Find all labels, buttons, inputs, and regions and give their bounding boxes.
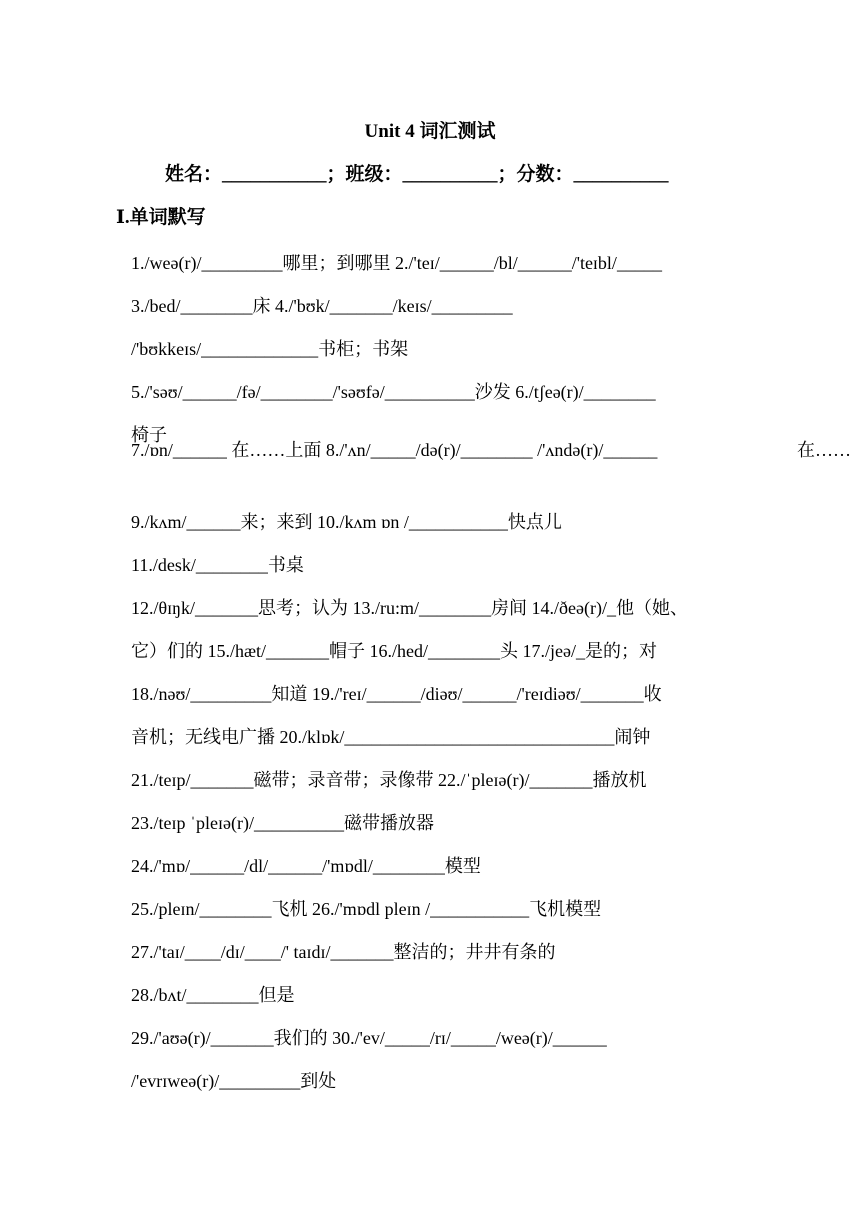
exercise-line: 椅子 [131,425,167,445]
exercise-line: 21./teɪp/_______磁带；录音带；录像带 22./ˈpleɪə(r)/_______播放机 [131,770,647,790]
section-heading: Ⅰ.单词默写 [116,207,206,228]
exercise-line: 24./'mɒ/______/dl/______/'mɒdl/________模型 [131,856,481,876]
exercise-line: 27./'taɪ/____/dɪ/____/' taɪdɪ/_______整洁的；井井有条的 [131,942,556,962]
exercise-line: 7./ɒn/______ 在……上面 8./'ʌn/_____/də(r)/________ /'ʌndə(r)/______ [131,440,658,460]
exercise-line: 5./'səʊ/______/fə/________/'səʊfə/__________沙发 6./tʃeə(r)/________ [131,382,656,402]
exercise-line: 它）们的 15./hæt/_______帽子 16./hed/________头 17./jeə/_是的；对 [131,641,657,661]
exercise-line: /'evrɪweə(r)/_________到处 [131,1071,337,1091]
exercise-line: 1./weə(r)/_________哪里；到哪里 2./'teɪ/______/bl/______/'teɪbl/_____ [131,253,662,273]
exercise-line: 9./kʌm/______来；来到 10./kʌm ɒn /___________快点儿 [131,512,562,532]
student-info-line: 姓名：___________；班级：__________；分数：__________ [165,164,669,185]
exercise-line: /'bʊkkeɪs/_____________书柜；书架 [131,339,409,359]
exercise-line: 28./bʌt/________但是 [131,985,295,1005]
exercise-line: 29./'aʊə(r)/_______我们的 30./'ev/_____/rɪ/_____/weə(r)/______ [131,1028,607,1048]
exercise-line: 音机；无线电广播 20./klɒk/______________________________闹钟 [131,727,651,747]
exercise-line: 25./pleɪn/________飞机 26./'mɒdl pleɪn /___________飞机模型 [131,899,602,919]
exercise-line: 12./θɪŋk/_______思考；认为 13./ru:m/________房间 14./ðeə(r)/_他（她、 [131,598,688,618]
exercise-line: 18./nəʊ/_________知道 19./'reɪ/______/diəʊ/______/'reɪdiəʊ/_______收 [131,684,662,704]
page-title: Unit 4 词汇测试 [364,121,496,142]
exercise-line: 23./teɪp ˈpleɪə(r)/__________磁带播放器 [131,813,434,833]
exercise-line: 3./bed/________床 4./'bʊk/_______/keɪs/_________ [131,296,513,316]
overflow-text: 在…… [797,440,851,460]
exercise-line: 11./desk/________书桌 [131,555,304,575]
